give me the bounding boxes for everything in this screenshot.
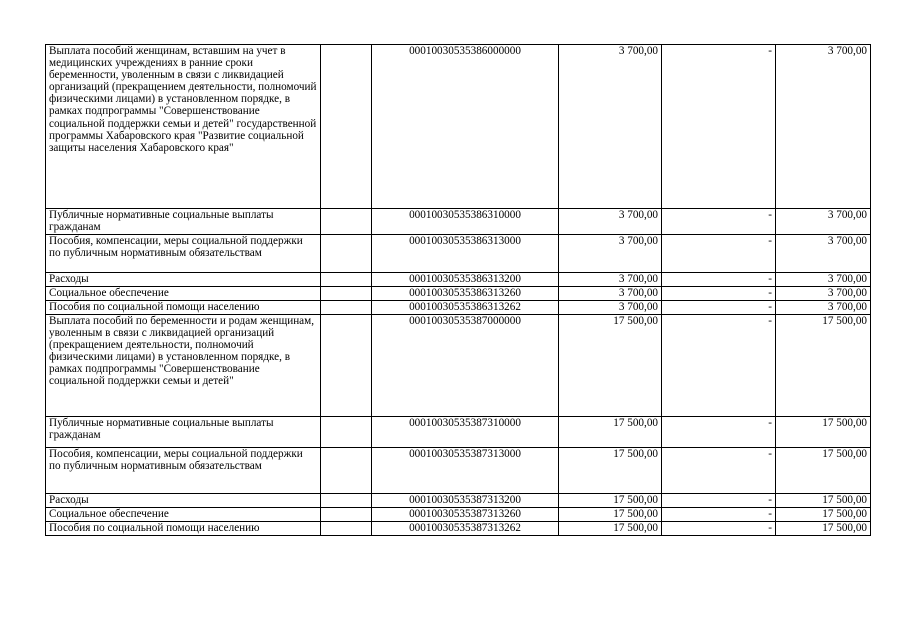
table-row [46, 45, 871, 209]
row-name: Пособия по социальной помощи населению [46, 522, 321, 536]
row-name: Пособия, компенсации, меры социальной поддержки по публичным нормативным обязательствам [46, 448, 321, 494]
table-row [46, 508, 871, 522]
row-total: 17 500,00 [776, 522, 871, 536]
row-code: 00010030535386313260 [372, 287, 559, 301]
row-code: 00010030535387313260 [372, 508, 559, 522]
table-row [46, 315, 871, 417]
table-row [46, 235, 871, 273]
row-change: - [662, 494, 776, 508]
row-approved: 3 700,00 [559, 287, 662, 301]
row-name: Расходы [46, 494, 321, 508]
row-name: Расходы [46, 273, 321, 287]
row-code: 00010030535387313200 [372, 494, 559, 508]
row-total: 3 700,00 [776, 301, 871, 315]
row-change: - [662, 287, 776, 301]
row-total: 3 700,00 [776, 209, 871, 235]
row-code: 00010030535387310000 [372, 417, 559, 448]
row-total: 3 700,00 [776, 287, 871, 301]
spacer-cell [321, 522, 372, 536]
row-total: 3 700,00 [776, 235, 871, 273]
table-row [46, 209, 871, 235]
spacer-cell [321, 301, 372, 315]
row-name: Пособия, компенсации, меры социальной поддержки по публичным нормативным обязательствам [46, 235, 321, 273]
row-name: Выплата пособий по беременности и родам женщинам, уволенным в связи с ликвидацией организаций (прекращением деятельности, полномочий физическими лицами) в установленном порядке, в рамках подпрограммы "Совершенствование социальной поддержки семьи и детей" [46, 315, 321, 417]
row-code: 00010030535386313000 [372, 235, 559, 273]
row-code: 00010030535386313262 [372, 301, 559, 315]
row-approved: 3 700,00 [559, 209, 662, 235]
row-change: - [662, 301, 776, 315]
row-total: 3 700,00 [776, 273, 871, 287]
row-code: 00010030535387000000 [372, 315, 559, 417]
row-total: 17 500,00 [776, 494, 871, 508]
row-code: 00010030535386313200 [372, 273, 559, 287]
row-name: Выплата пособий женщинам, вставшим на учет в медицинских учреждениях в ранние сроки беременности, уволенным в связи с ликвидацией организаций (прекращением деятельности, полномочий физическими лицами) в установленном порядке, в рамках подпрограммы "Совершенствование социальной поддержки семьи и детей" государственной программы Хабаровского края "Развитие социальной защиты населения Хабаровского края" [46, 45, 321, 209]
table-row [46, 417, 871, 448]
row-change: - [662, 417, 776, 448]
spacer-cell [321, 235, 372, 273]
row-code: 00010030535386000000 [372, 45, 559, 209]
spacer-cell [321, 448, 372, 494]
row-change: - [662, 235, 776, 273]
table-row [46, 494, 871, 508]
row-total: 17 500,00 [776, 448, 871, 494]
row-code: 00010030535386310000 [372, 209, 559, 235]
table-row [46, 287, 871, 301]
table-row [46, 301, 871, 315]
spacer-cell [321, 287, 372, 301]
spacer-cell [321, 315, 372, 417]
row-approved: 17 500,00 [559, 315, 662, 417]
row-name: Публичные нормативные социальные выплаты гражданам [46, 209, 321, 235]
row-change: - [662, 45, 776, 209]
table-row [46, 273, 871, 287]
row-approved: 3 700,00 [559, 45, 662, 209]
spacer-cell [321, 494, 372, 508]
row-total: 17 500,00 [776, 417, 871, 448]
row-change: - [662, 508, 776, 522]
row-approved: 17 500,00 [559, 448, 662, 494]
row-change: - [662, 448, 776, 494]
spacer-cell [321, 209, 372, 235]
row-name: Социальное обеспечение [46, 287, 321, 301]
row-approved: 3 700,00 [559, 273, 662, 287]
row-code: 00010030535387313262 [372, 522, 559, 536]
row-change: - [662, 273, 776, 287]
row-approved: 3 700,00 [559, 301, 662, 315]
row-change: - [662, 315, 776, 417]
table-row [46, 522, 871, 536]
row-total: 17 500,00 [776, 315, 871, 417]
table-row [46, 448, 871, 494]
row-change: - [662, 522, 776, 536]
spacer-cell [321, 45, 372, 209]
row-name: Публичные нормативные социальные выплаты гражданам [46, 417, 321, 448]
row-approved: 17 500,00 [559, 522, 662, 536]
spacer-cell [321, 273, 372, 287]
row-name: Социальное обеспечение [46, 508, 321, 522]
row-code: 00010030535387313000 [372, 448, 559, 494]
spacer-cell [321, 508, 372, 522]
row-name: Пособия по социальной помощи населению [46, 301, 321, 315]
row-approved: 17 500,00 [559, 494, 662, 508]
row-approved: 3 700,00 [559, 235, 662, 273]
budget-table [45, 44, 871, 536]
row-total: 3 700,00 [776, 45, 871, 209]
row-change: - [662, 209, 776, 235]
row-approved: 17 500,00 [559, 508, 662, 522]
spacer-cell [321, 417, 372, 448]
row-approved: 17 500,00 [559, 417, 662, 448]
row-total: 17 500,00 [776, 508, 871, 522]
